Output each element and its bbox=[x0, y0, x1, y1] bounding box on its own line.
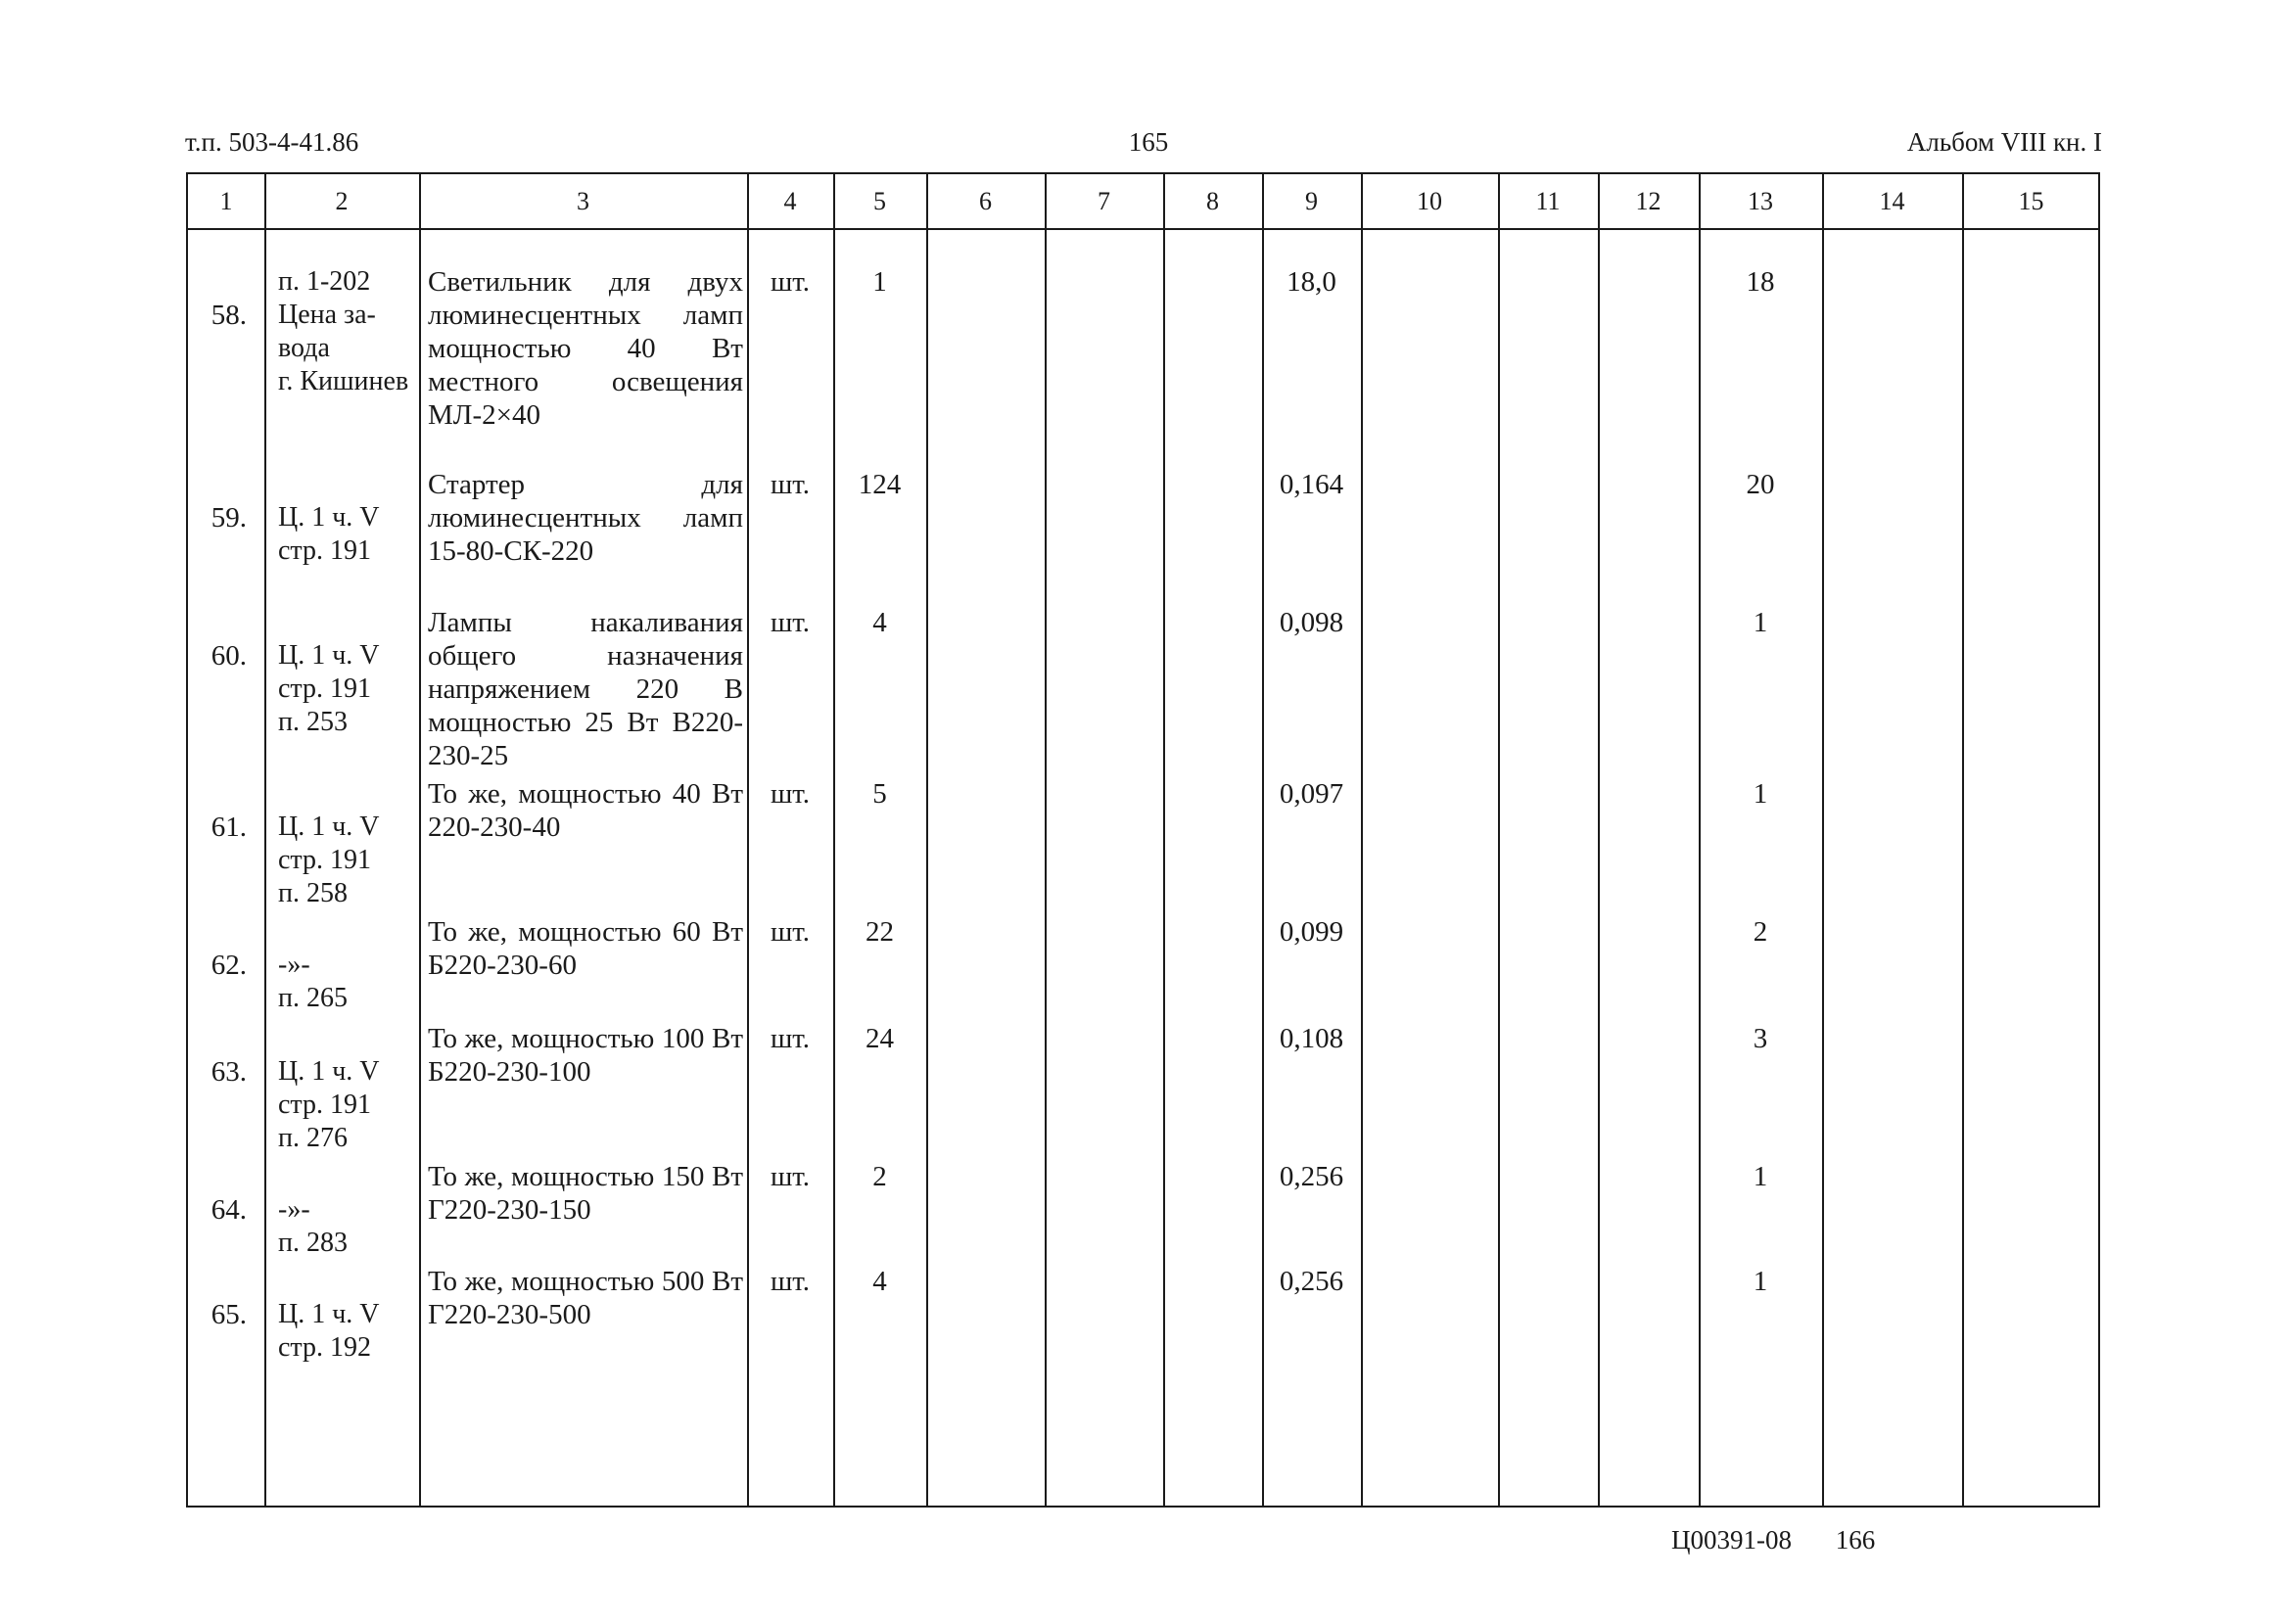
item-name: Лампы накаливания общего назначения напряжением 220 В мощностью 25 Вт В220-230-25 bbox=[428, 607, 743, 771]
price-source: п. 1-202 Цена за- вода г. Кишинев bbox=[278, 266, 409, 396]
item-name: Светильник для двух люминесцентных ламп мощностью 40 Вт местного освещения МЛ-2×40 bbox=[428, 266, 743, 431]
item-unit-weight: 18,0 bbox=[1287, 266, 1336, 298]
column-divider bbox=[1045, 174, 1047, 1506]
item-quantity: 24 bbox=[866, 1023, 894, 1054]
item-unit: шт. bbox=[770, 469, 811, 500]
item-total: 1 bbox=[1753, 607, 1768, 638]
item-unit-weight: 0,097 bbox=[1279, 778, 1344, 810]
specification-table bbox=[186, 172, 2100, 1508]
column-header-7: 7 bbox=[1098, 187, 1110, 215]
album-label: Альбом VIII кн. I bbox=[1906, 127, 2102, 157]
price-source: -»- п. 283 bbox=[278, 1194, 348, 1258]
item-unit: шт. bbox=[770, 1266, 811, 1297]
item-name: То же, мощностью 500 Вт Г220-230-500 bbox=[428, 1266, 743, 1330]
page-number: 165 bbox=[1128, 127, 1169, 157]
item-unit-weight: 0,099 bbox=[1279, 916, 1344, 948]
item-total: 18 bbox=[1746, 266, 1775, 298]
item-name: То же, мощностью 100 Вт Б220-230-100 bbox=[428, 1023, 743, 1088]
sheet-number: 166 bbox=[1835, 1525, 1876, 1554]
column-divider bbox=[833, 174, 835, 1506]
column-header-15: 15 bbox=[2018, 187, 2044, 215]
item-total: 2 bbox=[1753, 916, 1768, 948]
item-total: 3 bbox=[1753, 1023, 1768, 1054]
item-total: 20 bbox=[1746, 469, 1775, 500]
item-quantity: 2 bbox=[872, 1161, 887, 1192]
column-divider bbox=[1822, 174, 1824, 1506]
column-header-5: 5 bbox=[873, 187, 886, 215]
row-number: 65. bbox=[211, 1299, 247, 1330]
column-divider bbox=[1598, 174, 1600, 1506]
column-divider bbox=[1262, 174, 1264, 1506]
item-quantity: 5 bbox=[872, 778, 887, 810]
item-quantity: 1 bbox=[872, 266, 887, 298]
column-header-4: 4 bbox=[783, 187, 797, 215]
doc-reference: т.п. 503-4-41.86 bbox=[185, 127, 359, 157]
item-total: 1 bbox=[1753, 778, 1768, 810]
item-unit-weight: 0,256 bbox=[1279, 1266, 1344, 1297]
price-source: Ц. 1 ч. V стр. 191 п. 276 bbox=[278, 1056, 380, 1153]
item-total: 1 bbox=[1753, 1161, 1768, 1192]
price-source: Ц. 1 ч. V стр. 191 п. 258 bbox=[278, 812, 380, 908]
item-name: То же, мощностью 150 Вт Г220-230-150 bbox=[428, 1161, 743, 1226]
row-number: 61. bbox=[211, 812, 247, 843]
item-quantity: 4 bbox=[872, 607, 887, 638]
item-unit: шт. bbox=[770, 916, 811, 948]
column-divider bbox=[926, 174, 928, 1506]
price-source: -»- п. 265 bbox=[278, 950, 348, 1013]
item-quantity: 124 bbox=[858, 469, 902, 500]
column-header-14: 14 bbox=[1879, 187, 1905, 215]
column-divider bbox=[1361, 174, 1363, 1506]
item-quantity: 4 bbox=[872, 1266, 887, 1297]
column-header-6: 6 bbox=[979, 187, 992, 215]
column-divider bbox=[264, 174, 266, 1506]
column-divider bbox=[1699, 174, 1701, 1506]
item-unit-weight: 0,256 bbox=[1279, 1161, 1344, 1192]
item-quantity: 22 bbox=[866, 916, 894, 948]
column-header-11: 11 bbox=[1535, 187, 1561, 215]
item-unit: шт. bbox=[770, 778, 811, 810]
item-total: 1 bbox=[1753, 1266, 1768, 1297]
column-header-3: 3 bbox=[577, 187, 589, 215]
item-unit: шт. bbox=[770, 266, 811, 298]
item-unit: шт. bbox=[770, 1023, 811, 1054]
column-divider bbox=[419, 174, 421, 1506]
column-header-10: 10 bbox=[1417, 187, 1442, 215]
column-header-1: 1 bbox=[219, 187, 233, 215]
row-number: 60. bbox=[211, 640, 247, 672]
item-unit: шт. bbox=[770, 1161, 811, 1192]
price-source: Ц. 1 ч. V стр. 191 п. 253 bbox=[278, 640, 380, 737]
row-number: 59. bbox=[211, 502, 247, 534]
item-unit: шт. bbox=[770, 607, 811, 638]
header-divider bbox=[188, 228, 2098, 230]
item-name: То же, мощностью 40 Вт 220-230-40 bbox=[428, 778, 743, 843]
row-number: 63. bbox=[211, 1056, 247, 1088]
column-divider bbox=[1163, 174, 1165, 1506]
price-source: Ц. 1 ч. V стр. 191 bbox=[278, 502, 380, 566]
item-unit-weight: 0,164 bbox=[1279, 469, 1344, 500]
item-name: Стартер для люминесцентных ламп 15-80-СК-220 bbox=[428, 469, 743, 567]
item-unit-weight: 0,108 bbox=[1279, 1023, 1344, 1054]
footer bbox=[1671, 1525, 1875, 1555]
column-divider bbox=[1962, 174, 1964, 1506]
row-number: 58. bbox=[211, 300, 247, 331]
document-code: Ц00391-08 bbox=[1671, 1525, 1792, 1554]
item-name: То же, мощностью 60 Вт Б220-230-60 bbox=[428, 916, 743, 981]
column-divider bbox=[747, 174, 749, 1506]
column-header-8: 8 bbox=[1206, 187, 1219, 215]
column-header-2: 2 bbox=[335, 187, 349, 215]
item-unit-weight: 0,098 bbox=[1279, 607, 1344, 638]
row-number: 62. bbox=[211, 950, 247, 981]
price-source: Ц. 1 ч. V стр. 192 bbox=[278, 1299, 380, 1363]
row-number: 64. bbox=[211, 1194, 247, 1226]
column-header-13: 13 bbox=[1748, 187, 1773, 215]
column-header-9: 9 bbox=[1305, 187, 1318, 215]
column-header-12: 12 bbox=[1635, 187, 1661, 215]
column-divider bbox=[1498, 174, 1500, 1506]
